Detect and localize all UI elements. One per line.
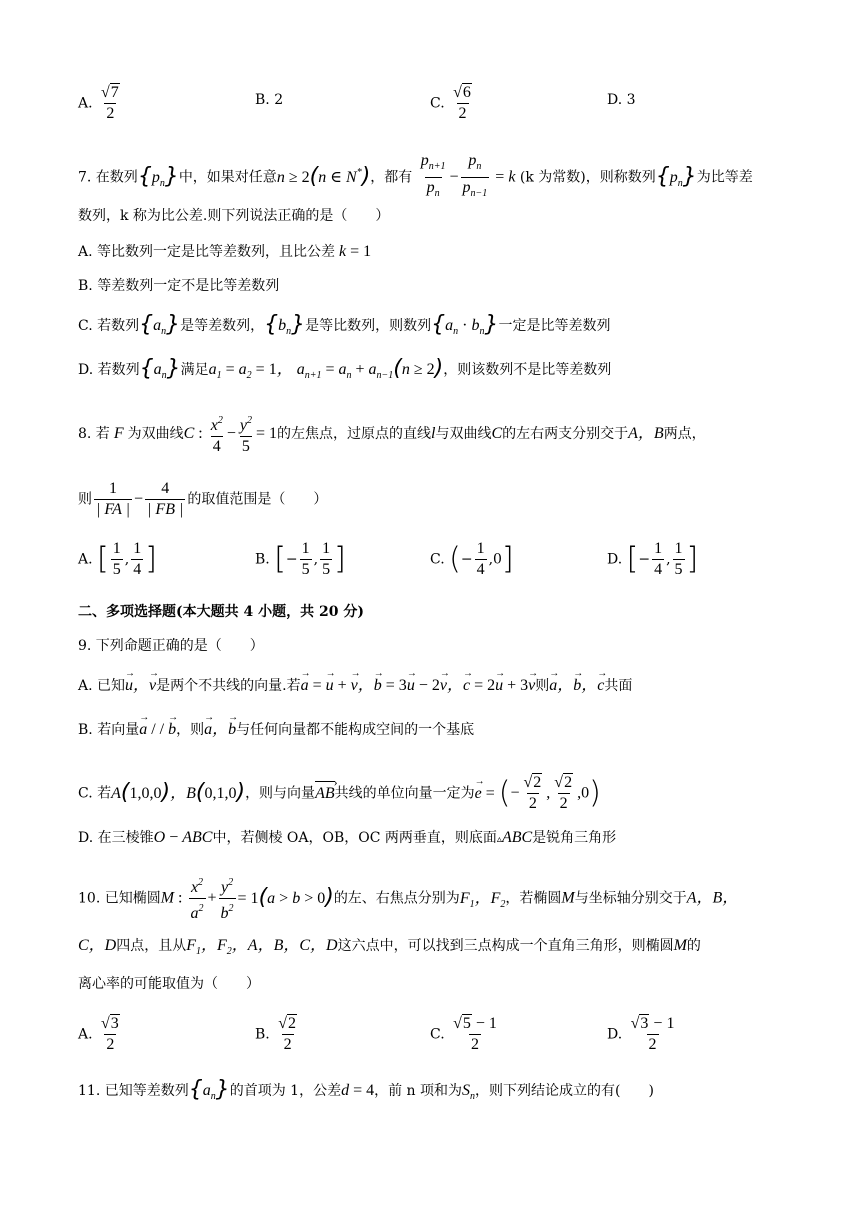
text: 与坐标轴分别交于	[574, 890, 687, 907]
text: ，则该数列不是比等差数列	[443, 362, 612, 378]
text: 中，如果对任意	[178, 169, 277, 186]
fraction: $\frac{4}{| FB |}$	[147, 480, 184, 518]
text: 四点，且从	[116, 938, 187, 954]
text: 满足	[180, 362, 209, 378]
fraction: $\frac{√6}{2}$	[453, 84, 471, 122]
fraction: $\frac{p_n}{p_{n-1}}$	[461, 152, 490, 203]
text: 的左右两支分别交于	[502, 426, 629, 442]
q7-stem-line1: 7. 在数列$\{p_n\}$中，如果对任意n ≥ 2(n ∈ N*)，都有 $\frac{p_{n+1}}{p_n}$ − $\frac{p_n}{p_{n-1}}$ = k (k 为常数)，则称数列$\{p_n\}$为比等差	[78, 152, 753, 203]
text: 与任何向量都不能构成空间的一个基底	[236, 722, 475, 738]
fraction: $\frac{p_{n+1}}{p_n}$	[419, 152, 448, 203]
math: n ≥ 2(n ∈ N*)	[276, 163, 371, 189]
option-label: A.	[78, 551, 93, 568]
text: A. 已知	[78, 678, 126, 694]
text: 是等差数列，	[180, 318, 265, 334]
q9-option-b[interactable]: B. 若向量→ a / / → b，则→ a，→ b与任何向量都不能构成空间的一个基底	[78, 720, 474, 740]
q10-option-c[interactable]: C. $\frac{√5 - 1}{2}$	[430, 1015, 497, 1053]
q10-option-a[interactable]: A. $\frac{√3}{2}$	[78, 1015, 119, 1053]
text: 一定是比等差数列	[498, 318, 611, 334]
option-label: D.	[607, 1026, 623, 1043]
q11-stem: 11. 已知等差数列$\{a_n\}$的首项为 1，公差d = 4，前 n 项和为$S_n$，则下列结论成立的有( )	[78, 1077, 654, 1102]
q8-option-a[interactable]: A. [ $\frac{1}{5}$ , $\frac{1}{4}$ ]	[78, 540, 157, 578]
q9-stem: 9. 下列命题正确的是（ ）	[78, 638, 264, 654]
radicand: 7	[110, 84, 119, 101]
text: ，则与向量	[245, 785, 316, 802]
q10-stem-line3: 离心率的可能取值为（ ）	[78, 976, 260, 992]
text: A. 等比数列一定是比等差数列，且比公差	[78, 244, 336, 260]
q6-option-c[interactable]	[430, 84, 476, 123]
text: 11. 已知等差数列	[78, 1083, 189, 1099]
fraction: $\frac{√7}{2}$	[101, 84, 119, 122]
text: D. 在三棱锥	[78, 830, 154, 846]
text: 是等比数列，则数列	[305, 318, 432, 334]
fraction: $\frac{x^2}{4}$	[210, 415, 223, 455]
q6-option-b[interactable]: B. 2	[255, 92, 284, 108]
text: (k 为常数)，则称数列	[519, 169, 656, 186]
math: $\{p_n\}$	[655, 163, 697, 189]
text: ，则	[176, 722, 205, 738]
q8-option-c[interactable]: C. (− $\frac{1}{4}$ ,0]	[430, 540, 514, 578]
q9-option-d[interactable]: D. 在三棱锥O − ABC中，若侧棱 OA，OB，OC 两两垂直，则底面▵ABC是锐角三角形	[78, 829, 617, 846]
text: 的左、右焦点分别为	[333, 890, 460, 907]
q7-option-d[interactable]: D. 若数列$\{a_n\}$满足$a_1 = a_2 = 1$， $a_{n+1} = a_n + a_{n-1}(n \ge 2)$，则该数列不是比等差数列	[78, 356, 612, 381]
option-label: C.	[430, 551, 445, 568]
option-label: C.	[430, 1026, 445, 1043]
option-label: C.	[430, 95, 445, 112]
text: ，若椭圆	[505, 890, 562, 907]
text: 的取值范围是（ ）	[187, 491, 328, 508]
math: $\{p_n\}$	[137, 163, 179, 189]
q9-option-a[interactable]: A. 已知→ u，→ v是两个不共线的向量.若→ a = → u + → v，→ b = 3→ u − 2→ v，→ c = 2→ u + 3→ v则→ a，→ b，→ c共面	[78, 676, 632, 696]
q8-stem-line1: 8. 若 F 为双曲线C : $\frac{x^2}{4}$ − $\frac{y^2}{5}$ = 1的左焦点，过原点的直线l与双曲线C的左右两支分别交于A，B两点，	[78, 412, 706, 456]
option-label: A.	[78, 1026, 93, 1043]
q10-option-d[interactable]: D. $\frac{√3 - 1}{2}$	[607, 1015, 675, 1053]
q7-option-c[interactable]: C. 若数列$\{a_n\}$是等差数列，$\{b_n\}$是等比数列，则数列$\{a_n \cdot b_n\}$一定是比等差数列	[78, 312, 611, 337]
text: 共线的单位向量一定为	[334, 785, 475, 802]
option-label: A.	[78, 95, 93, 112]
text: D. 若数列	[78, 362, 140, 378]
text: 为比等差	[696, 169, 753, 186]
q7-option-b[interactable]: B. 等差数列一定不是比等差数列	[78, 278, 280, 294]
text: 这六点中，可以找到三点构成一个直角三角形，则椭圆	[337, 938, 674, 954]
q7-stem-line2: 数列，k 称为比公差.则下列说法正确的是（ ）	[78, 208, 390, 224]
option-label: B.	[255, 551, 270, 568]
q9-option-c[interactable]: C. 若A(1,0,0)，B(0,1,0)，则与向量AB ›共线的单位向量一定为→ e = (− $\frac{√2}{2}$ , $\frac{√2}{2}$ ,0)	[78, 774, 601, 813]
fraction: $\frac{y^2}{b^2}$	[220, 877, 234, 922]
q10-option-b[interactable]: B. $\frac{√2}{2}$	[255, 1015, 296, 1053]
fraction: $\frac{y^2}{5}$	[239, 415, 252, 455]
option-label: B.	[255, 1026, 270, 1043]
text: 与双曲线	[435, 426, 492, 442]
text: 的首项为 1，公差	[229, 1083, 342, 1099]
q7-option-a[interactable]: A. 等比数列一定是比等差数列，且比公差 k = 1	[78, 243, 372, 260]
text: 是锐角三角形	[532, 830, 617, 846]
q6-option-a[interactable]	[78, 84, 124, 123]
q8-stem-line2: 则 $\frac{1}{| FA |}$ − $\frac{4}{| FB |}$ 的取值范围是（ ）	[78, 480, 328, 518]
text: C. 若	[78, 785, 112, 802]
q10-stem-line1: 10. 已知椭圆M : $\frac{x^2}{a^2}$ + $\frac{y^2}{b^2}$ = 1(a > b > 0)的左、右焦点分别为$F_1$，$F_2$，若椭圆M与坐标轴分别交于A，B，	[78, 874, 738, 923]
fraction: $\frac{x^2}{a^2}$	[190, 877, 204, 922]
option-label: D.	[607, 551, 623, 568]
text: ，前 n 项和为	[374, 1083, 463, 1099]
text: 8. 若	[78, 426, 110, 442]
text: 7. 在数列	[78, 169, 138, 186]
text: 中，若侧棱 OA，OB，OC 两两垂直，则底面	[212, 830, 497, 846]
radicand: 6	[462, 84, 471, 101]
text: B. 若向量	[78, 722, 140, 738]
text: 两点，	[663, 426, 706, 442]
q8-option-b[interactable]: B. [− $\frac{1}{5}$ , $\frac{1}{5}$ ]	[255, 540, 346, 578]
text: ，则下列结论成立的有( )	[475, 1083, 654, 1099]
text: 则	[78, 491, 92, 508]
text: 共面	[604, 678, 633, 694]
q6-option-d[interactable]: D. 3	[607, 92, 636, 108]
q8-option-d[interactable]: D. [− $\frac{1}{4}$ , $\frac{1}{5}$ ]	[607, 540, 699, 578]
denominator: 2	[106, 105, 115, 122]
section-heading: 二、多项选择题(本大题共 4 小题，共 20 分)	[78, 604, 364, 620]
text: 的	[686, 938, 701, 954]
text: ，都有	[370, 169, 413, 186]
text: C. 若数列	[78, 318, 140, 334]
text: 为双曲线	[127, 426, 184, 442]
fraction: $\frac{1}{| FA |}$	[96, 480, 130, 518]
text: 是两个不共线的向量.若	[156, 678, 301, 694]
text: 的左焦点，过原点的直线	[277, 426, 431, 442]
text: 10. 已知椭圆	[78, 890, 161, 907]
q10-stem-line2: C，D四点，且从$F_1$，$F_2$，A，B，C，D这六点中，可以找到三点构成一个直角三角形，则椭圆M的	[78, 937, 701, 957]
denominator: 2	[458, 105, 467, 122]
